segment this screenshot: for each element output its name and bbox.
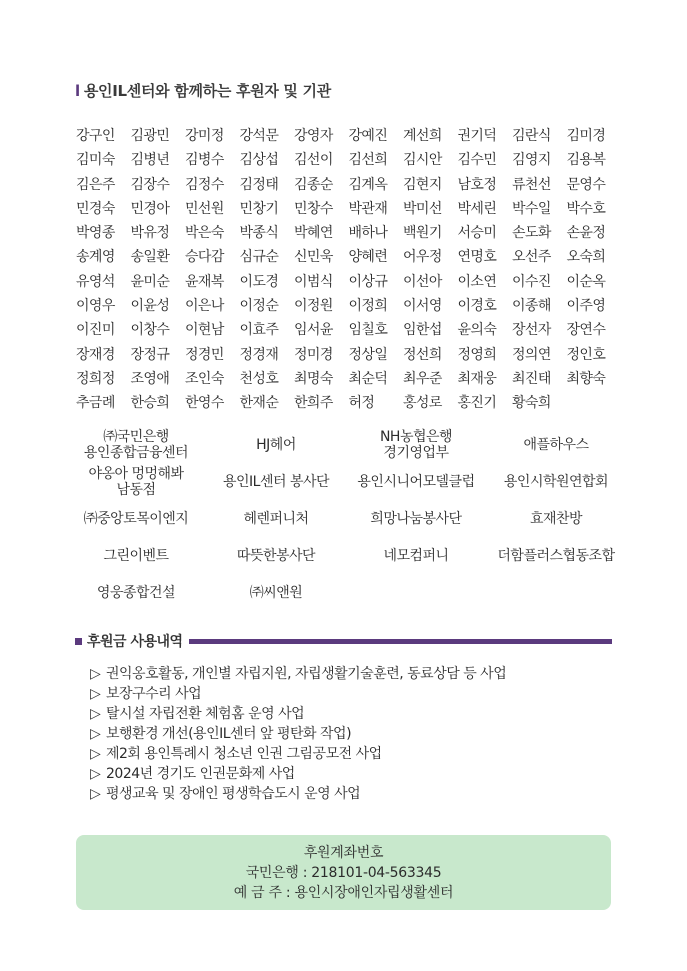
organization-name: NH농협은행 경기영업부 [379, 428, 453, 461]
donor-name: 오선주 [512, 249, 551, 266]
organization-name: 그린이벤트 [103, 547, 169, 564]
donor-name: 백원기 [403, 225, 442, 242]
organization-name: 용인IL센터 봉사단 [222, 473, 330, 490]
donor-name: 민선원 [185, 200, 224, 217]
donor-name: 김병수 [185, 152, 224, 169]
organization-name: 영웅종합건설 [96, 584, 176, 601]
donor-name: 이소연 [457, 273, 497, 290]
donor-name: 이도경 [239, 273, 279, 290]
organization-name: ㈜씨앤원 [249, 584, 303, 601]
donor-name: 최순덕 [348, 370, 388, 387]
donor-name-grid [76, 124, 621, 416]
donor-name: 이순옥 [566, 273, 606, 290]
donor-name: 홍성로 [403, 395, 442, 412]
organization-name: ㈜국민은행 용인종합금융센터 [83, 428, 189, 461]
usage-item-text: 보행환경 개선(용인IL센터 앞 평탄화 작업) [106, 726, 352, 742]
title-marker: l [75, 82, 80, 100]
usage-item [90, 684, 506, 704]
donor-name: 정선희 [403, 346, 442, 363]
donor-name: 강예진 [348, 128, 388, 144]
donor-name: 민경숙 [76, 200, 115, 217]
donor-name: 최향숙 [566, 370, 606, 387]
triangle-bullet-icon: ▷ [90, 666, 101, 682]
donor-name: 연명호 [457, 249, 497, 266]
organization-name: 용인시니어모델클럽 [357, 473, 475, 490]
donor-name: 김용복 [566, 152, 606, 169]
organization-name: 효재찬방 [529, 510, 583, 527]
donor-name: 박종식 [239, 225, 279, 242]
donor-name: 강구인 [76, 128, 115, 144]
donor-name: 손도화 [512, 225, 551, 242]
donor-name: 강석문 [239, 128, 279, 144]
donor-name: 천성호 [239, 370, 279, 387]
title-text: 용인IL센터와 함께하는 후원자 및 기관 [83, 82, 331, 100]
donor-name: 추금례 [76, 395, 115, 412]
donor-name: 최명숙 [294, 370, 333, 387]
donor-name: 서승미 [457, 225, 497, 242]
triangle-bullet-icon: ▷ [90, 686, 101, 702]
donor-name: 장연수 [566, 322, 606, 339]
organization-name: 용인시학원연합회 [503, 473, 609, 490]
donor-name: 민경아 [130, 200, 170, 217]
usage-list [90, 664, 506, 804]
donor-name: 이수진 [512, 273, 551, 290]
donor-name: 심규순 [239, 249, 279, 266]
donor-name: 이주영 [566, 298, 606, 315]
donor-name: 이정순 [239, 298, 279, 315]
usage-item-text: 탈시설 자립전환 체험홈 운영 사업 [106, 706, 305, 722]
organization-name: 더함플러스협동조합 [497, 547, 615, 564]
donor-name: 조인숙 [185, 370, 224, 387]
donor-name: 양혜련 [348, 249, 388, 266]
page-title [75, 80, 331, 101]
donor-name: 박유정 [130, 225, 170, 242]
donor-name: 정미경 [294, 346, 333, 363]
usage-item-text: 2024년 경기도 인권문화제 사업 [106, 766, 295, 782]
donor-name: 박세린 [457, 200, 497, 217]
donor-name: 김선희 [348, 152, 388, 169]
donor-name: 김란식 [512, 128, 551, 144]
donor-name: 이범식 [294, 273, 333, 290]
usage-item [90, 664, 506, 684]
donor-name: 장선자 [512, 322, 551, 339]
donor-name: 강미정 [185, 128, 224, 144]
usage-item-text: 보장구수리 사업 [106, 686, 202, 702]
donor-name: 이서영 [403, 298, 442, 315]
donor-name: 오숙희 [566, 249, 606, 266]
usage-item [90, 744, 506, 764]
donor-name: 송일환 [130, 249, 170, 266]
donor-name: 임칠호 [348, 322, 388, 339]
usage-item-text: 제2회 용인특례시 청소년 인권 그림공모전 사업 [106, 746, 382, 762]
donor-name: 손윤정 [566, 225, 606, 242]
donor-name: 허정 [348, 395, 375, 412]
usage-section-header [75, 632, 612, 650]
donor-name: 최재웅 [457, 370, 497, 387]
donor-name: 이정희 [348, 298, 388, 315]
donor-name: 최우준 [403, 370, 442, 387]
donor-name: 정상일 [348, 346, 388, 363]
donor-name: 어우정 [403, 249, 442, 266]
account-bank-line: 국민은행 : 218101-04-563345 [245, 864, 442, 881]
donor-name: 송계영 [76, 249, 115, 266]
account-holder-line: 예 금 주 : 용인시장애인자립생활센터 [233, 884, 454, 901]
donor-name: 민창수 [294, 200, 333, 217]
donor-name: 신민욱 [294, 249, 333, 266]
donor-name: 한승희 [130, 395, 170, 412]
triangle-bullet-icon: ▷ [90, 786, 101, 802]
donor-name: 조영애 [130, 370, 170, 387]
triangle-bullet-icon: ▷ [90, 726, 101, 742]
donor-name: 김정수 [185, 176, 224, 193]
donor-name: 김시안 [403, 152, 442, 169]
account-box [76, 835, 611, 910]
donor-name: 김현지 [403, 176, 442, 193]
organization-name: 애플하우스 [523, 436, 589, 453]
donor-name: 이영우 [76, 298, 115, 315]
usage-item [90, 764, 506, 784]
donor-name: 남호정 [457, 176, 497, 193]
donor-name: 박관재 [348, 200, 388, 217]
donor-name: 김장수 [130, 176, 170, 193]
donor-name: 임서윤 [294, 322, 333, 339]
donor-name: 승다감 [185, 249, 224, 266]
organization-name: 희망나눔봉사단 [370, 510, 462, 527]
donor-name: 장재경 [76, 346, 115, 363]
donor-name: 김계옥 [348, 176, 388, 193]
donor-name: 배하나 [348, 225, 388, 242]
donor-name: 정인호 [566, 346, 606, 363]
donor-name: 유영석 [76, 273, 115, 290]
donor-name: 한재순 [239, 395, 279, 412]
donor-name: 이윤성 [130, 298, 170, 315]
organization-grid [66, 426, 626, 611]
usage-section-heading: 후원금 사용내역 [87, 634, 183, 650]
donor-name: 정희정 [76, 370, 115, 387]
donor-name: 류천선 [512, 176, 551, 193]
donor-name: 계선희 [403, 128, 442, 144]
organization-name: 네모컴퍼니 [383, 547, 449, 564]
triangle-bullet-icon: ▷ [90, 706, 101, 722]
donor-name: 정경민 [185, 346, 224, 363]
usage-item [90, 784, 506, 804]
donor-name: 김병년 [130, 152, 170, 169]
donor-name: 임한섭 [403, 322, 442, 339]
donor-name: 황숙희 [512, 395, 551, 412]
organization-name: HJ헤어 [256, 436, 296, 453]
donor-name: 이상규 [348, 273, 388, 290]
donor-name: 이경호 [457, 298, 497, 315]
donor-name: 김선이 [294, 152, 333, 169]
donor-name: 한영수 [185, 395, 224, 412]
donor-name: 한희주 [294, 395, 333, 412]
section-square-marker [75, 638, 82, 645]
donor-name: 김미숙 [76, 152, 115, 169]
donor-name: 박미선 [403, 200, 442, 217]
donor-name: 김수민 [457, 152, 497, 169]
organization-name: 야옹아 멍멍해봐 남동점 [88, 465, 184, 498]
donor-name: 이진미 [76, 322, 115, 339]
donor-name: 박수일 [512, 200, 551, 217]
donor-name: 윤의숙 [457, 322, 497, 339]
donor-name: 박영종 [76, 225, 115, 242]
donor-name: 홍진기 [457, 395, 497, 412]
donor-name: 김은주 [76, 176, 115, 193]
donor-name: 정경재 [239, 346, 279, 363]
organization-name: 따뜻한봉사단 [236, 547, 316, 564]
donor-name: 이창수 [130, 322, 170, 339]
donor-name: 김미경 [566, 128, 606, 144]
usage-item-text: 권익옹호활동, 개인별 자립지원, 자립생활기술훈련, 동료상담 등 사업 [106, 666, 507, 682]
donor-name: 최진태 [512, 370, 551, 387]
section-divider-line [189, 639, 612, 644]
donor-name: 김영지 [512, 152, 551, 169]
donor-name: 박혜연 [294, 225, 333, 242]
usage-item [90, 724, 506, 744]
donor-name: 민창기 [239, 200, 279, 217]
donor-name: 이종해 [512, 298, 551, 315]
donor-name: 이선아 [403, 273, 442, 290]
donor-name: 김상섭 [239, 152, 279, 169]
organization-name: 헤렌퍼니처 [243, 510, 309, 527]
account-heading: 후원계좌번호 [303, 844, 384, 861]
donor-name: 윤재복 [185, 273, 224, 290]
donor-name: 정영희 [457, 346, 497, 363]
triangle-bullet-icon: ▷ [90, 746, 101, 762]
donor-name: 박수호 [566, 200, 606, 217]
donor-name: 김정태 [239, 176, 279, 193]
donor-name: 이효주 [239, 322, 279, 339]
donor-name: 이은나 [185, 298, 224, 315]
donor-name: 윤미순 [130, 273, 170, 290]
organization-name: ㈜중앙토목이엔지 [83, 510, 189, 527]
usage-item-text: 평생교육 및 장애인 평생학습도시 운영 사업 [106, 786, 361, 802]
donor-name: 강영자 [294, 128, 333, 144]
donor-name: 이현남 [185, 322, 224, 339]
donor-name: 권기덕 [457, 128, 497, 144]
donor-name: 정의연 [512, 346, 551, 363]
donor-name: 박은숙 [185, 225, 224, 242]
usage-item [90, 704, 506, 724]
donor-name: 문영수 [566, 176, 606, 193]
donor-name: 김광민 [130, 128, 170, 144]
donor-name: 장정규 [130, 346, 170, 363]
donor-name: 김종순 [294, 176, 333, 193]
triangle-bullet-icon: ▷ [90, 766, 101, 782]
donor-name: 이정원 [294, 298, 333, 315]
